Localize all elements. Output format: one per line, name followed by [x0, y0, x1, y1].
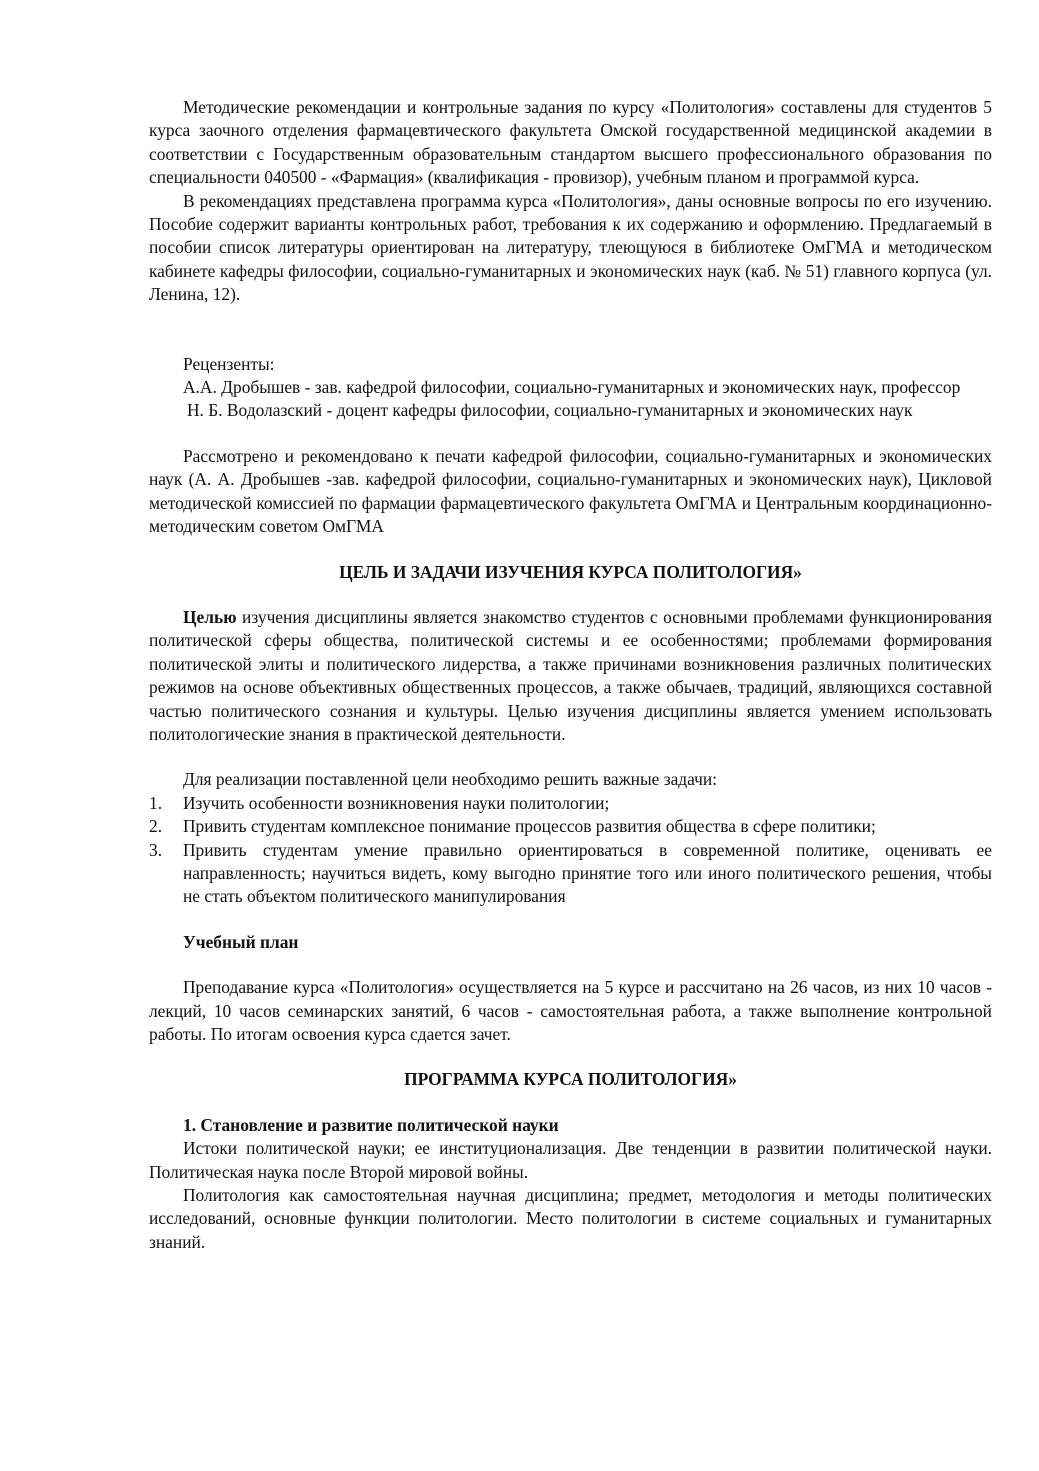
program-heading: ПРОГРАММА КУРСА ПОЛИТОЛОГИЯ»: [404, 1069, 737, 1090]
reviewer-1: А.А. Дробышев - зав. кафедрой философии, социально-гуманитарных и экономических наук, профессор: [183, 377, 961, 398]
goals-heading: ЦЕЛЬ И ЗАДАЧИ ИЗУЧЕНИЯ КУРСА ПОЛИТОЛОГИЯ»: [339, 561, 802, 582]
section-1-paragraph-1: Истоки политической науки; ее институционализация. Две тенденции в развитии политической науки. Политическая наука после Второй мировой войны.: [149, 1138, 992, 1182]
goals-lead-bold: Целью: [183, 606, 237, 627]
plan-paragraph: Преподавание курса «Политология» осуществляется на 5 курсе и рассчитано на 26 часов, из них 10 часов - лекций, 10 часов семинарских занятий, 6 часов - самостоятельная работа, а также выполнение контрольной работы. По итогам освоения курса сдается зачет.: [149, 977, 992, 1044]
spacer: [149, 1046, 992, 1068]
spacer: [149, 954, 992, 976]
section-1-paragraph-2: Политология как самостоятельная научная дисциплина; предмет, методология и методы политических исследований, основные функции политологии. Место политологии в системе социальных и гуманитарных знаний.: [149, 1185, 992, 1252]
list-text: Привить студентам комплексное понимание процессов развития общества в сфере политики;: [183, 816, 876, 837]
goals-lead-rest: изучения дисциплины является знакомство студентов с основными проблемами функционирования политической сферы общества, политической системы и ее особенностями; проблемами формирования политической элиты и политического лидерства, а также причинами возникновения различных политических режимов на основе объективных общественных процессов, а также обычаев, традиций, являющихся составной частью политического сознания и культуры. Целью изучения дисциплины является умением использовать политологические знания в практической деятельности.: [149, 606, 992, 744]
document-page: [149, 96, 992, 1254]
list-number: 2.: [149, 816, 163, 837]
spacer: [149, 307, 992, 353]
section-1-title: 1. Становление и развитие политической науки: [183, 1114, 559, 1135]
spacer: [149, 1092, 992, 1114]
approval-paragraph: Рассмотрено и рекомендовано к печати кафедрой философии, социально-гуманитарных и экономических наук (А. А. Дробышев -зав. кафедрой философии, социально-гуманитарных и экономических наук), Цикловой методической комиссией по фармации фармацевтического факультета ОмГМА и Центральным координационно-методическим советом ОмГМА: [149, 445, 992, 537]
list-item: [149, 792, 992, 815]
list-text: Привить студентам умение правильно ориентироваться в современной политике, оценивать ее направленность; научиться видеть, кому выгодно принятие того или иного политического решения, чтобы не стать объектом политического манипулирования: [183, 839, 992, 907]
tasks-list: [149, 792, 992, 909]
list-number: 3.: [149, 839, 163, 860]
spacer: [149, 584, 992, 606]
list-text: Изучить особенности возникновения науки политологии;: [183, 792, 610, 813]
list-number: 1.: [149, 792, 163, 813]
list-item: [149, 839, 992, 909]
plan-heading: Учебный план: [183, 931, 299, 952]
spacer: [149, 746, 992, 768]
intro-paragraph-1: Методические рекомендации и контрольные задания по курсу «Политология» составлены для студентов 5 курса заочного отделения фармацевтического факультета Омской государственной медицинской академии в соответствии с Государственным образовательным стандартом высшего профессионального образования по специальности 040500 - «Фармация» (квалификация - провизор), учебным планом и программой курса.: [149, 97, 992, 188]
reviewers-label: Рецензенты:: [183, 353, 275, 374]
intro-paragraph-2: В рекомендациях представлена программа курса «Политология», даны основные вопросы по его изучению. Пособие содержит варианты контрольных работ, требования к их содержанию и оформлению. Предлагаемый в пособии список литературы ориентирован на литературу, тлеющуюся в библиотеке ОмГМА и методическом кабинете кафедры философии, социально-гуманитарных и экономических наук (каб. № 51) главного корпуса (ул. Ленина, 12).: [149, 190, 992, 305]
goals-paragraph: [149, 606, 992, 746]
spacer: [149, 539, 992, 561]
list-item: [149, 815, 992, 838]
reviewer-2: Н. Б. Водолазский - доцент кафедры философии, социально-гуманитарных и экономических наук: [187, 400, 913, 421]
spacer: [149, 909, 992, 931]
spacer: [149, 423, 992, 445]
tasks-intro: Для реализации поставленной цели необходимо решить важные задачи:: [183, 769, 718, 790]
